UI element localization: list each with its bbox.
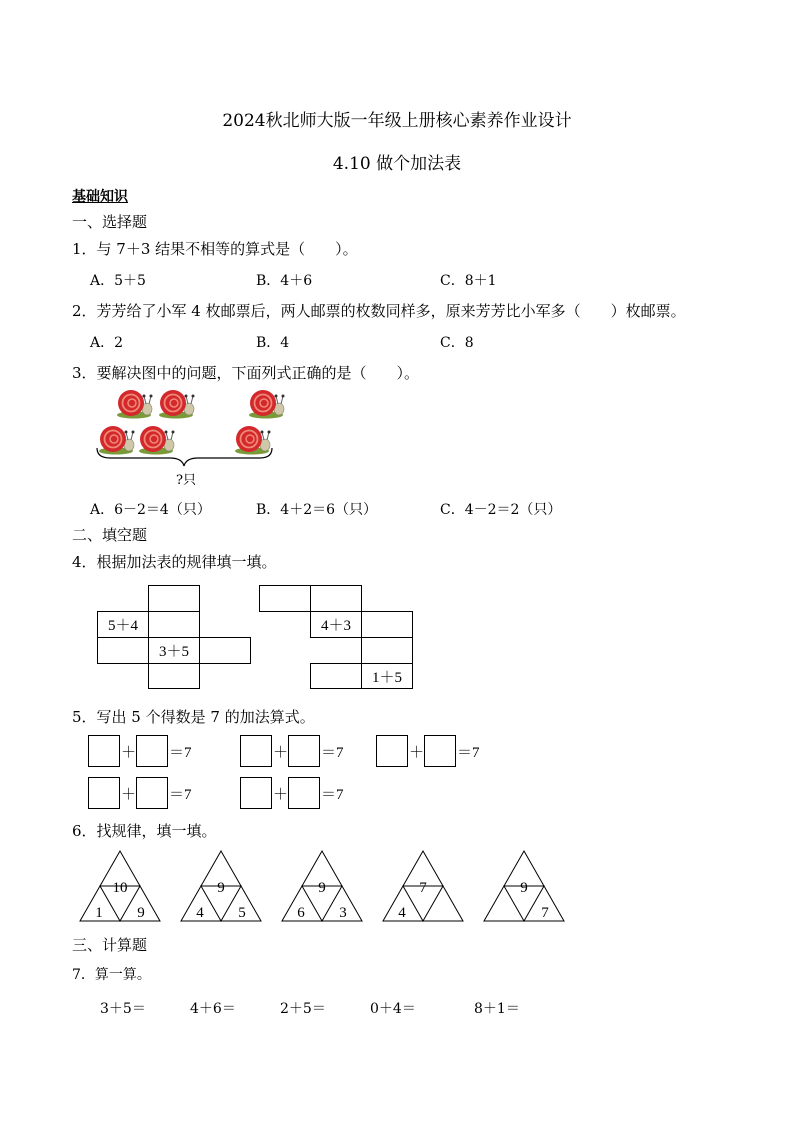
triangle-puzzle-5 [484, 851, 564, 921]
triangle-top-number: 9 [520, 880, 528, 896]
triangle-puzzle-2 [181, 851, 261, 921]
part1-heading: 一、选择题 [72, 213, 148, 231]
q2-option-c[interactable]: C．8 [440, 335, 474, 351]
lesson-title: 4.10 做个加法表 [332, 154, 462, 174]
q6-stem: 6．找规律，填一填。 [72, 822, 217, 840]
triangle-puzzles [0, 848, 794, 924]
plus-sign: ＋ [273, 787, 289, 803]
triangle-right-number: 7 [541, 905, 549, 921]
table-cell[interactable] [310, 663, 362, 689]
table-cell[interactable] [97, 637, 149, 664]
triangle-right-number: 9 [137, 905, 145, 921]
triangle-right-number: 5 [238, 905, 246, 921]
q2-stem: 2．芳芳给了小军 4 枚邮票后，两人邮票的枚数同样多，原来芳芳比小军多（ ）枚邮票。 [72, 302, 686, 320]
answer-box[interactable] [424, 735, 456, 767]
calc-item[interactable]: 4＋6＝ [190, 1001, 236, 1017]
triangle-top-number: 9 [318, 880, 326, 896]
q5-stem: 5．写出 5 个得数是 7 的加法算式。 [72, 708, 315, 726]
plus-sign: ＋ [273, 745, 289, 761]
q1-option-a[interactable]: A．5＋5 [90, 273, 146, 289]
answer-box[interactable] [376, 735, 408, 767]
q3-option-b[interactable]: B．4＋2＝6（只） [256, 502, 378, 518]
q4-stem: 4．根据加法表的规律填一填。 [72, 553, 277, 571]
table-cell-filled: 5＋4 [97, 611, 149, 638]
triangle-puzzle-3 [282, 851, 362, 921]
table-cell-filled: 3＋5 [148, 637, 200, 664]
table-cell[interactable] [148, 611, 200, 638]
calc-item[interactable]: 2＋5＝ [280, 1001, 326, 1017]
table-cell[interactable] [259, 585, 311, 612]
answer-box[interactable] [240, 735, 272, 767]
triangle-left-number: 1 [95, 905, 103, 921]
answer-box[interactable] [88, 777, 120, 809]
snail-icon [99, 426, 135, 455]
triangle-right-number: 3 [339, 905, 347, 921]
answer-box[interactable] [288, 777, 320, 809]
snail-icon [249, 390, 285, 419]
equals-seven: ＝7 [321, 787, 344, 803]
plus-sign: ＋ [409, 745, 425, 761]
calc-item[interactable]: 0＋4＝ [370, 1001, 416, 1017]
equals-seven: ＝7 [169, 787, 192, 803]
equals-seven: ＝7 [169, 745, 192, 761]
q1-option-b[interactable]: B．4＋6 [256, 273, 313, 289]
q3-option-c[interactable]: C．4－2＝2（只） [440, 502, 562, 518]
triangle-left-number: 4 [196, 905, 204, 921]
triangle-top-number: 9 [217, 880, 225, 896]
snail-icon [117, 390, 153, 419]
part2-heading: 二、填空题 [72, 526, 148, 544]
answer-box[interactable] [288, 735, 320, 767]
calc-item[interactable]: 8＋1＝ [474, 1001, 520, 1017]
document-title: 2024秋北师大版一年级上册核心素养作业设计 [222, 111, 572, 131]
answer-box[interactable] [88, 735, 120, 767]
table-cell[interactable] [148, 663, 200, 689]
q7-stem: 7．算一算。 [72, 967, 151, 983]
triangle-top-number: 10 [112, 880, 128, 896]
table-cell[interactable] [148, 585, 200, 612]
plus-sign: ＋ [121, 787, 137, 803]
q3-stem: 3．要解决图中的问题，下面列式正确的是（ ）。 [72, 364, 420, 382]
table-cell-filled: 1＋5 [361, 663, 413, 689]
answer-box[interactable] [136, 735, 168, 767]
table-cell-filled: 4＋3 [310, 611, 362, 638]
section-basic-heading: 基础知识 [72, 189, 128, 205]
triangle-puzzle-1 [80, 851, 160, 921]
q3-option-a[interactable]: A．6－2＝4（只） [90, 502, 211, 518]
equals-seven: ＝7 [457, 745, 480, 761]
snail-icon [235, 426, 271, 455]
snail-icon [159, 390, 195, 419]
calc-item[interactable]: 3＋5＝ [100, 1001, 146, 1017]
triangle-left-number: 6 [297, 905, 305, 921]
table-cell[interactable] [361, 637, 413, 664]
table-cell[interactable] [361, 611, 413, 638]
equals-seven: ＝7 [321, 745, 344, 761]
plus-sign: ＋ [121, 745, 137, 761]
q2-option-b[interactable]: B．4 [256, 335, 290, 351]
q3-brace-label: ?只 [176, 473, 196, 488]
table-cell[interactable] [199, 637, 251, 664]
q2-option-a[interactable]: A．2 [90, 335, 124, 351]
q1-option-c[interactable]: C．8＋1 [440, 273, 497, 289]
answer-box[interactable] [240, 777, 272, 809]
triangle-top-number: 7 [419, 880, 427, 896]
triangle-left-number: 4 [398, 905, 406, 921]
snail-icon [139, 426, 175, 455]
part3-heading: 三、计算题 [72, 936, 148, 954]
q1-stem: 1．与 7＋3 结果不相等的算式是（ ）。 [72, 240, 358, 258]
answer-box[interactable] [136, 777, 168, 809]
table-cell[interactable] [310, 585, 362, 612]
triangle-puzzle-4 [383, 851, 463, 921]
